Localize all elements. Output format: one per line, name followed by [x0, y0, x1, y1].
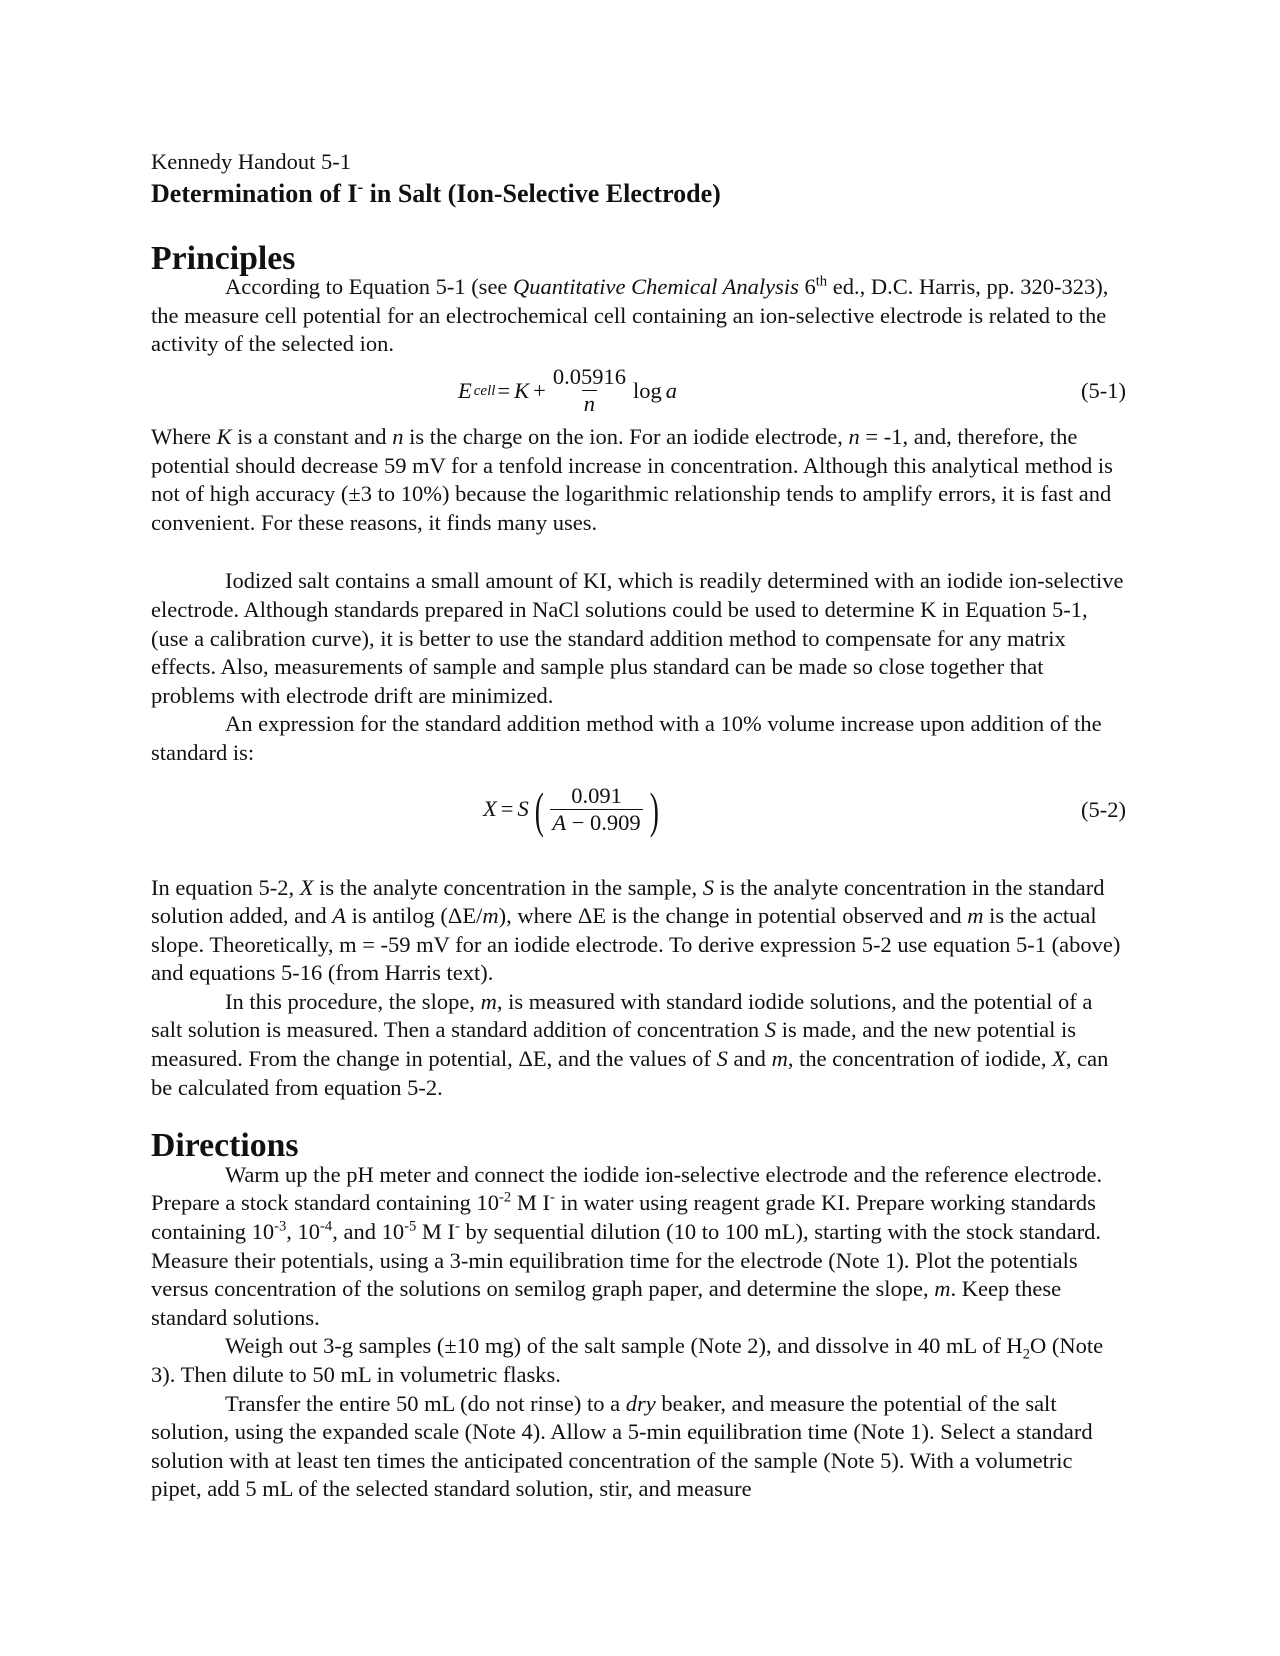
eq1-equals: =	[497, 377, 511, 403]
eq2-symbol-x: X	[483, 796, 497, 822]
eq1-numerator: 0.05916	[552, 364, 626, 390]
page-title	[151, 177, 1126, 211]
directions-paragraph-1: Warm up the pH meter and connect the iodide ion-selective electrode and the reference electrode. Prepare a stock standard containing $10^{-2}$ M I- in water using reagent grade KI. Prepare working standards containing $10^{-3}$, $10^{-4}$, and $10^{-5}$ M I- by sequential dilution (10 to 100 mL), starting with the stock standard. Measure their potentials, using a 3-min equilibration time for the electrode (Note 1). Plot the potentials versus concentration of the solutions on semilog graph paper, and determine the slope, m. Keep these standard solutions.	[151, 1161, 1103, 1330]
document-content	[151, 148, 1126, 1504]
book-title: Quantitative Chemical Analysis	[513, 274, 799, 300]
directions-paragraph-3: Transfer the entire 50 mL (do not rinse) to a dry beaker, and measure the potential of the salt solution, using the expanded scale (Note 4). Allow a 5-min equilibration time (Note 1). Select a standard solution with at least ten times the anticipated concentration of the sample (Note 5). With a volumetric pipet, add 5 mL of the selected standard solution, stir, and measure	[151, 1390, 1093, 1502]
eq2-right-paren: )	[649, 781, 659, 838]
eq2-numerator: 0.091	[571, 783, 622, 808]
eq1-symbol-k: K	[514, 377, 530, 403]
principles-heading: Principles	[151, 239, 296, 277]
handout-label: Kennedy Handout 5-1	[151, 149, 351, 174]
eq1-symbol-a: a	[665, 377, 677, 403]
eq1-symbol-e: E	[458, 377, 472, 403]
eq2-symbol-s: S	[517, 796, 529, 822]
equation-5-2	[151, 768, 1126, 852]
eq2-equals: =	[500, 796, 514, 822]
principles-paragraph-5: In equation 5-2, X is the analyte concentration in the sample, S is the analyte concentration in the standard solution added, and A is antilog (ΔE/m), where ΔE is the change in potential observed and m is the actual slope. Theoretically, m = -59 mV for an iodide electrode. To derive expression 5-2 use equation 5-1 (above) and equations 5-16 (from Harris text).	[151, 874, 1121, 986]
directions-heading: Directions	[151, 1127, 299, 1165]
equation-5-1	[151, 359, 1126, 423]
title-text-end: in Salt (Ion-Selective Electrode)	[363, 178, 721, 208]
principles-paragraph-4: An expression for the standard addition method with a 10% volume increase upon addition of the standard is:	[151, 711, 1102, 765]
eq2-left-paren: (	[534, 781, 544, 838]
principles-paragraph-1: According to Equation 5-1 (see Quantitative Chemical Analysis 6th ed., D.C. Harris, pp. 320-323), the measure cell potential for an electrochemical cell containing an ion-selective electrode is related to the activity of the selected ion.	[151, 273, 1109, 357]
principles-paragraph-6: In this procedure, the slope, m, is measured with standard iodide solutions, and the potential of a salt solution is measured. Then a standard addition of concentration S is made, and the new potential is measured. From the change in potential, ΔE, and the values of S and m, the concentration of iodide, X, can be calculated from equation 5-2.	[151, 988, 1109, 1100]
eq1-log: log	[632, 377, 662, 403]
equation-number-5-1: (5-1)	[1081, 377, 1126, 403]
principles-paragraph-3: Iodized salt contains a small amount of KI, which is readily determined with an iodide ion-selective electrode. Although standards prepared in NaCl solutions could be used to determine K in Equation 5-1, (use a calibration curve), it is better to use the standard addition method to compensate for any matrix effects. Also, measurements of sample and sample plus standard can be made so close together that problems with electrode drift are minimized.	[151, 568, 1124, 708]
equation-number-5-2: (5-2)	[1081, 796, 1126, 822]
eq1-subscript-cell: cell	[473, 382, 496, 399]
eq1-plus: +	[533, 377, 546, 403]
directions-paragraph-2: Weigh out 3-g samples (±10 mg) of the salt sample (Note 2), and dissolve in 40 mL of $H_2O$ (Note 3). Then dilute to 50 mL in volumetric flasks.	[151, 1333, 1104, 1387]
eq2-denominator: A − 0.909	[552, 810, 641, 835]
eq1-denominator: n	[583, 391, 596, 417]
title-superscript: -	[357, 176, 364, 196]
eq1-fraction	[551, 364, 628, 417]
eq2-fraction	[550, 783, 642, 836]
principles-paragraph-2: Where K is a constant and n is the charge on the ion. For an iodide electrode, n = -1, and, therefore, the potential should decrease 59 mV for a tenfold increase in concentration. Although this analytical method is not of high accuracy (±3 to 10%) because the logarithmic relationship tends to amplify errors, it is fast and convenient. For these reasons, it finds many uses.	[151, 423, 1113, 535]
title-text-start: Determination of I	[151, 178, 358, 208]
